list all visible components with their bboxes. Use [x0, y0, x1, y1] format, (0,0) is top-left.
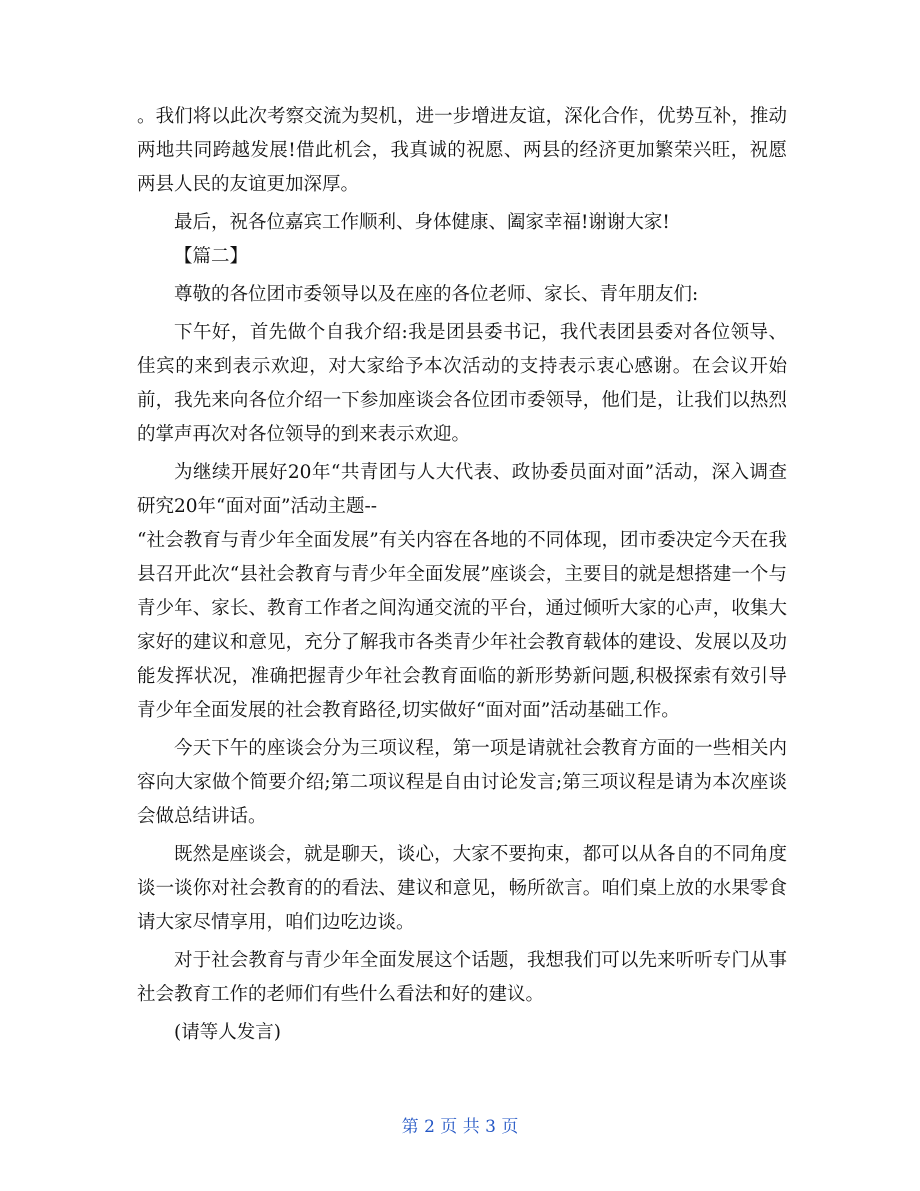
paragraph-speaker-note: (请等人发言) — [174, 1022, 281, 1043]
paragraph-agenda: 今天下午的座谈会分为三项议程，第一项是请就社会教育方面的一些相关内容向大家做个简要介绍;第二项议程是自由讨论发言;第三项议程是请为本次座谈会做总结讲话。 — [137, 738, 787, 827]
document-body — [137, 100, 787, 1050]
paragraph-self-introduction: 下午好，首先做个自我介绍:我是团县委书记，我代表团县委对各位领导、佳宾的来到表示欢迎，对大家给予本次活动的支持表示衷心感谢。在会议开始前，我先来向各位介绍一下参加座谈会各位团市委领导，他们是，让我们以热烈的掌声再次对各位领导的到来表示欢迎。 — [137, 322, 787, 445]
paragraph-salutation: 尊敬的各位团市委领导以及在座的各位老师、家长、青年朋友们: — [174, 284, 699, 305]
paragraph-invite-teachers: 对于社会教育与青少年全面发展这个话题，我想我们可以先来听听专门从事社会教育工作的老师们有些什么看法和好的建议。 — [137, 950, 787, 1005]
paragraph-activity-purpose: 为继续开展好20年“共青团与人大代表、政协委员面对面”活动，深入调查研究20年“面对面”活动主题-- — [137, 462, 787, 517]
paragraph-closing-continuation: 。我们将以此次考察交流为契机，进一步增进友谊，深化合作，优势互补，推动两地共同跨越发展!借此机会，我真诚的祝愿、两县的经济更加繁荣兴旺，祝愿两县人民的友谊更加深厚。 — [137, 106, 787, 195]
page-number-footer: 第 2 页 共 3 页 — [401, 1117, 519, 1137]
paragraph-activity-theme: “社会教育与青少年全面发展”有关内容在各地的不同体现，团市委决定今天在我县召开此次“县社会教育与青少年全面发展”座谈会，主要目的就是想搭建一个与青少年、家长、教育工作者之间沟通交流的平台，通过倾听大家的心声，收集大家好的建议和意见，充分了解我市各类青少年社会教育载体的建设、发展以及功能发挥状况，准确把握青少年社会教育面临的新形势新问题,积极探索有效引导青少年全面发展的社会教育路径,切实做好“面对面”活动基础工作。 — [137, 530, 787, 721]
paragraph-final-wishes: 最后，祝各位嘉宾工作顺利、身体健康、阖家幸福!谢谢大家! — [174, 212, 670, 233]
section-heading-part-two: 【篇二】 — [174, 246, 249, 267]
paragraph-open-discussion: 既然是座谈会，就是聊天，谈心，大家不要拘束，都可以从各自的不同角度谈一谈你对社会教育的的看法、建议和意见，畅所欲言。咱们桌上放的水果零食请大家尽情享用，咱们边吃边谈。 — [137, 844, 787, 933]
